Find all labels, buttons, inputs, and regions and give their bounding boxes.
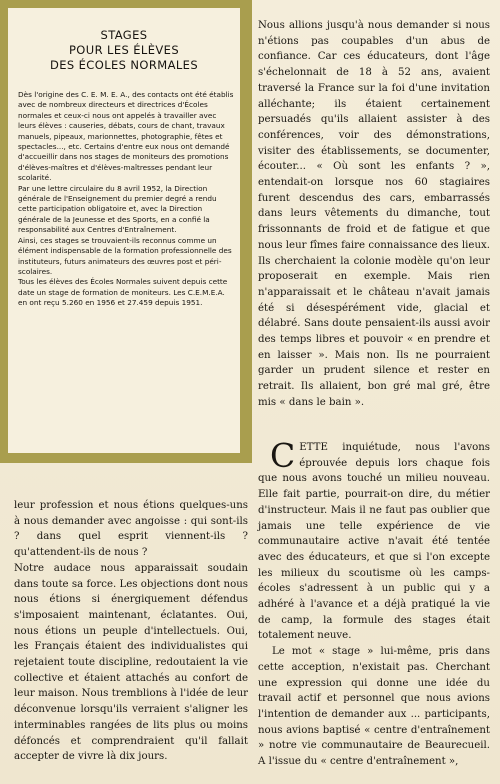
right-column-bottom xyxy=(258,436,490,784)
right-column-top xyxy=(258,18,490,408)
inset-title-line-2: POUR LES ÉLÈVES xyxy=(68,43,180,57)
inset-paragraph: Par une lettre circulaire du 8 avril 1952, la Direction générale de l'Enseignement du premier degré a rendu cette participation obligatoire et, avec la Direction générale de la Jeunesse et des Sports, en a confié la responsabilité aux Centres d'Entraînement. xyxy=(18,183,217,235)
drop-cap: C xyxy=(270,436,296,475)
inset-body xyxy=(18,90,234,309)
body-paragraph: Notre audace nous apparaissait soudain dans toute sa force. Les objections dont nous nous étions si énergiquement défendus s'imposaient maintenant, éclatantes. Oui, nous étions un peuple d'intellectuels. Oui, les Français étaient des individualistes qui rejetaient toute discipline, redoutaient la vie collective et étaient attachés au confort de leur maison. Nous tremblions à l'idée de leur déconvenue lorsqu'ils verraient s'aligner les interminables rangées de lits plus ou moins défoncés et comprendraient qu'il fallait accepter de vivre là dix jours. xyxy=(14,562,248,763)
inset-paragraph: Tous les élèves des Écoles Normales suivent depuis cette date un stage de formation de moniteurs. Les C.E.M.E.A. en ont reçu 5.260 en 1956 et 27.459 depuis 1951. xyxy=(18,277,228,308)
inset-paragraph: Dès l'origine des C. E. M. E. A., des contacts ont été établis avec de nombreux directeurs et directrices d'Écoles normales et ceux-ci nous ont appelés à travailler avec leurs élèves : causeries, débats, cours de chant, travaux manuels, pipeaux, marionnettes, photographie, fêtes et spectacles..., etc. Certains d'entre eux nous ont demandé d'accueillir dans nos stages de moniteurs des promotions d'élèves-maîtres et d'élèves-maîtresses pendant leur scolarité. xyxy=(18,90,234,183)
body-paragraph: ETTE inquiétude, nous l'avons éprouvée depuis lors chaque fois que nous avons touché un milieu nouveau. Elle fait partie, pourrait-on dire, du métier d'instructeur. Mais il ne faut pas oublier que jamais une telle expérience de vie communautaire active n'avait été tentée avec des éducateurs, et que si l'on excepte les milieux du scoutisme où les camps-écoles s'adressent à un public qui y a adhéré à l'avance et a déjà pratiqué la vie de camp, la formule des stages était totalement neuve. xyxy=(258,442,490,642)
body-paragraph: Nous allions jusqu'à nous demander si nous n'étions pas coupables d'un abus de confiance. Car ces éducateurs, dont l'âge s'échelonnait de 18 à 52 ans, avaient traversé la France sur la foi d'une invitation alléchante; ils étaient certainement persuadés qu'ils allaient assister à des conférences, voir des démonstrations, visiter des établissements, se documenter, écouter... « Où sont les enfants ? », entendait-on lorsque nos 60 stagiaires furent descendus des cars, embarrassés dans leurs vêtements du dimanche, tout frissonnants de froid et de fatigue et que nous leur fîmes faire connaissance des lieux. Ils cherchaient la colonie modèle qu'on leur proposerait en exemple. Mais rien n'apparaissait et le château n'avait jamais été si désespérément vide, glacial et délabré. Sans doute pensaient-ils aussi avoir des temps libres et pouvoir « en prendre et en laisser ». Mais non. Ils ne pourraient garder un prudent silence et rester en retrait. Ils allaient, bon gré mal gré, être mis « dans le bain ». xyxy=(258,20,490,408)
left-column-bottom xyxy=(14,498,248,784)
inset-box-inner xyxy=(8,8,240,453)
inset-title-line-1: STAGES xyxy=(100,28,148,42)
body-paragraph: leur profession et nous étions quelques-uns à nous demander avec angoisse : qui sont-ils ? dans quel esprit viennent-ils ? qu'attendent-ils de nous ? xyxy=(14,500,248,559)
inset-title xyxy=(8,28,240,73)
inset-paragraph: Ainsi, ces stages se trouvaient-ils reconnus comme un élément indispensable de la formation professionnelle des instituteurs, futurs animateurs des œuvres post et péri-scolaires. xyxy=(18,235,232,276)
inset-box xyxy=(0,0,252,463)
body-paragraph: Le mot « stage » lui-même, pris dans cette acception, n'existait pas. Cherchant une expression qui donne une idée du travail actif et personnel que nous avions l'intention de demander aux ... participants, nous avions baptisé « centre d'entraînement » notre vie communautaire de Beaurecueil. A l'issue du « centre d'entraînement », xyxy=(258,646,490,768)
inset-title-line-3: DES ÉCOLES NORMALES xyxy=(49,58,199,72)
